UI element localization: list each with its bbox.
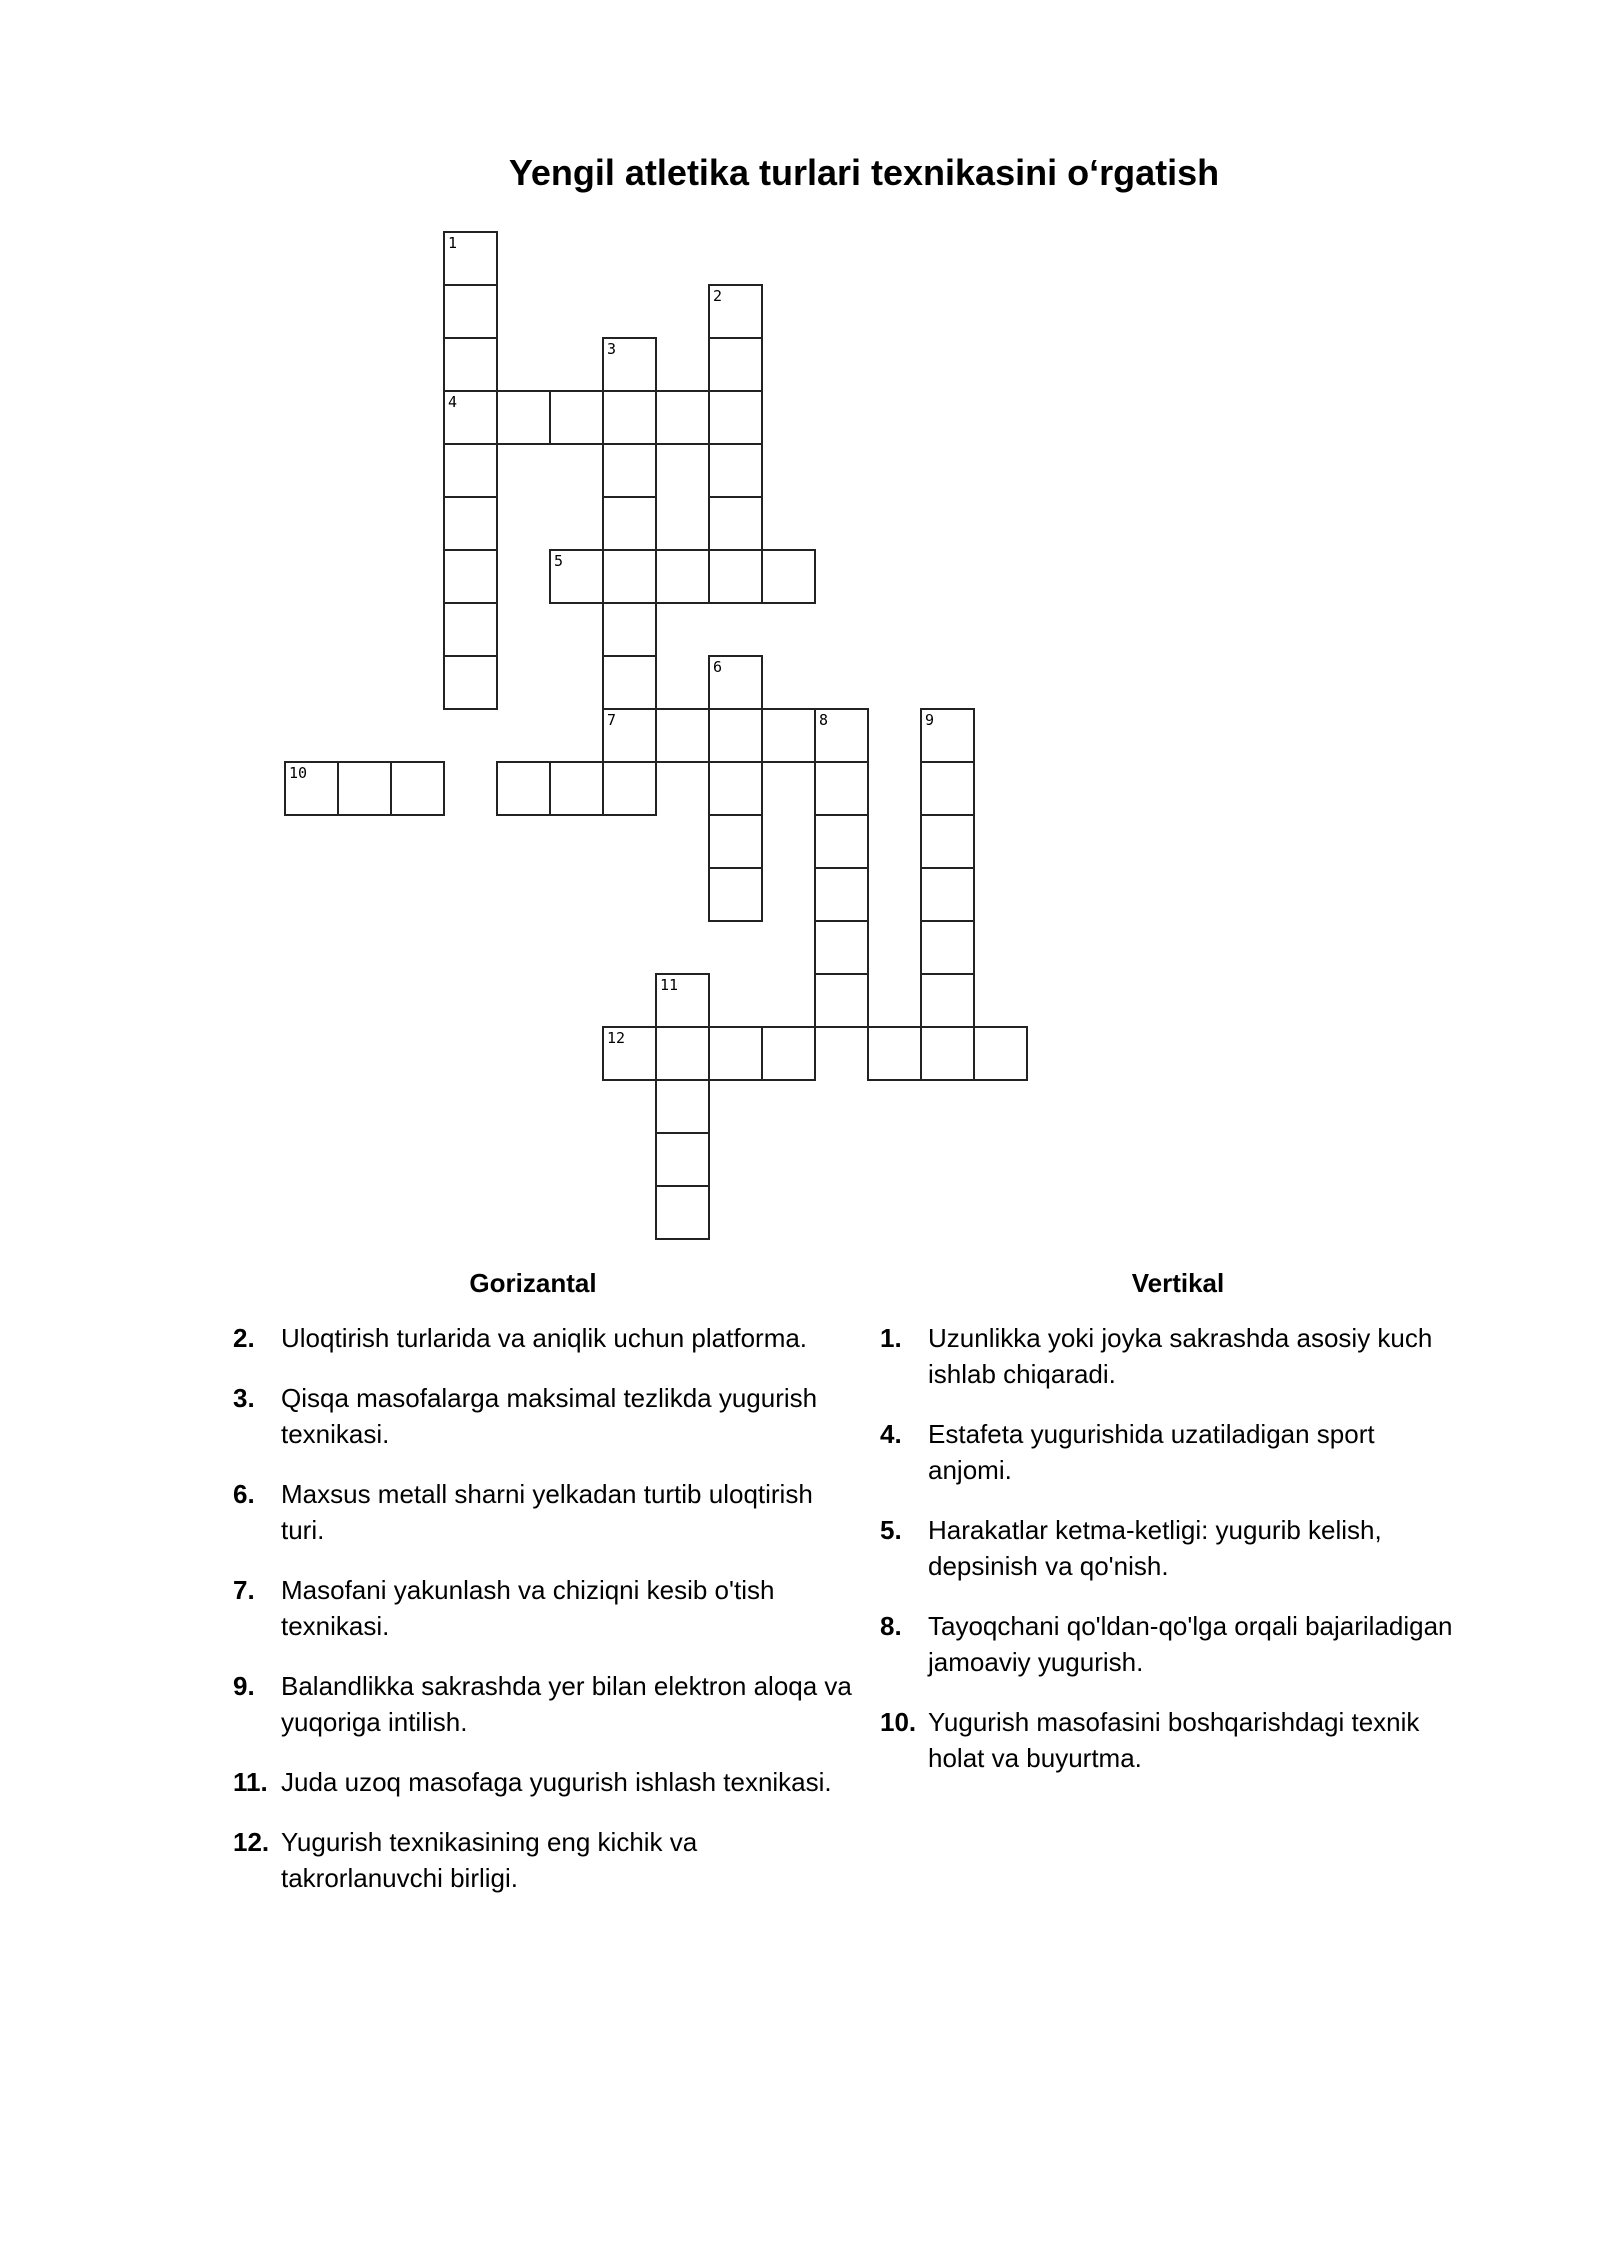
clue-number: 8. (880, 1611, 902, 1641)
crossword-cell[interactable] (761, 1026, 816, 1081)
clue-text: Tayoqchani qo'ldan-qo'lga orqali bajariladigan jamoaviy yugurish. (928, 1611, 1453, 1677)
crossword-cell[interactable] (602, 1026, 657, 1081)
clue-number: 5. (880, 1515, 902, 1545)
crossword-cell[interactable] (443, 231, 498, 286)
clue-text: Yugurish masofasini boshqarishdagi texnik holat va buyurtma. (928, 1707, 1420, 1773)
clue-text: Qisqa masofalarga maksimal tezlikda yugurish texnikasi. (281, 1383, 818, 1449)
crossword-cell[interactable] (920, 708, 975, 763)
crossword-cell[interactable] (708, 390, 763, 445)
cell-number: 12 (607, 1029, 626, 1047)
clue-text: Uloqtirish turlarida va aniqlik uchun platforma. (281, 1323, 808, 1353)
clue-item (880, 1320, 1460, 1392)
clue-item (880, 1512, 1460, 1584)
clue-number: 2. (233, 1323, 255, 1353)
clue-number: 1. (880, 1323, 902, 1353)
clue-text: Uzunlikka yoki joyka sakrashda asosiy kuch ishlab chiqaradi. (928, 1323, 1433, 1389)
crossword-cell[interactable] (761, 549, 816, 604)
crossword-cell[interactable] (708, 284, 763, 339)
crossword-cell[interactable] (602, 390, 657, 445)
crossword-cell[interactable] (814, 867, 869, 922)
crossword-cell[interactable] (655, 1026, 710, 1081)
clue-number: 9. (233, 1671, 255, 1701)
clue-text: Juda uzoq masofaga yugurish ishlash texnikasi. (281, 1767, 832, 1797)
crossword-cell[interactable] (708, 443, 763, 498)
crossword-cell[interactable] (708, 867, 763, 922)
cell-number: 6 (713, 658, 723, 676)
crossword-cell[interactable] (602, 602, 657, 657)
crossword-cell[interactable] (655, 1079, 710, 1134)
crossword-cell[interactable] (443, 443, 498, 498)
crossword-cell[interactable] (549, 761, 604, 816)
crossword-cell[interactable] (390, 761, 445, 816)
crossword-cell[interactable] (602, 655, 657, 710)
clue-item (880, 1704, 1460, 1776)
crossword-cell[interactable] (708, 549, 763, 604)
crossword-cell[interactable] (814, 814, 869, 869)
clue-item (233, 1320, 853, 1356)
cell-number: 7 (607, 711, 617, 729)
clue-text: Yugurish texnikasining eng kichik va takrorlanuvchi birligi. (281, 1827, 698, 1893)
crossword-cell[interactable] (655, 549, 710, 604)
crossword-cell[interactable] (443, 602, 498, 657)
crossword-cell[interactable] (602, 443, 657, 498)
clue-item (233, 1476, 853, 1548)
crossword-cell[interactable] (655, 973, 710, 1028)
crossword-cell[interactable] (655, 1132, 710, 1187)
crossword-cell[interactable] (814, 761, 869, 816)
cell-number: 10 (289, 764, 308, 782)
crossword-cell[interactable] (920, 973, 975, 1028)
clue-number: 10. (880, 1707, 917, 1737)
crossword-cell[interactable] (443, 655, 498, 710)
clue-text: Masofani yakunlash va chiziqni kesib o'tish texnikasi. (281, 1575, 775, 1641)
crossword-cell[interactable] (814, 920, 869, 975)
crossword-cell[interactable] (920, 814, 975, 869)
cell-number: 5 (554, 552, 564, 570)
cell-number: 3 (607, 340, 617, 358)
crossword-cell[interactable] (443, 284, 498, 339)
crossword-cell[interactable] (284, 761, 339, 816)
crossword-cell[interactable] (443, 496, 498, 551)
crossword-cell[interactable] (708, 708, 763, 763)
crossword-cell[interactable] (867, 1026, 922, 1081)
crossword-cell[interactable] (708, 496, 763, 551)
cell-number: 1 (448, 234, 458, 252)
worksheet-title: Yengil atletika turlari texnikasini o‘rgatish (508, 152, 1220, 193)
clue-item (233, 1824, 853, 1896)
crossword-cell[interactable] (443, 337, 498, 392)
clue-number: 12. (233, 1827, 270, 1857)
crossword-cell[interactable] (814, 708, 869, 763)
cell-number: 4 (448, 393, 458, 411)
cell-number: 8 (819, 711, 829, 729)
horizontal-clues-heading: Gorizantal (469, 1268, 597, 1298)
clue-number: 4. (880, 1419, 902, 1449)
clue-item (233, 1572, 853, 1644)
horizontal-clues-list (233, 1320, 853, 1920)
crossword-cell[interactable] (443, 390, 498, 445)
crossword-cell[interactable] (761, 708, 816, 763)
crossword-cell[interactable] (602, 549, 657, 604)
crossword-cell[interactable] (655, 390, 710, 445)
clue-item (880, 1416, 1460, 1488)
crossword-cell[interactable] (920, 920, 975, 975)
crossword-cell[interactable] (814, 973, 869, 1028)
vertical-clues-heading: Vertikal (1131, 1268, 1225, 1298)
clue-number: 6. (233, 1479, 255, 1509)
crossword-cell[interactable] (708, 761, 763, 816)
crossword-cell[interactable] (496, 761, 551, 816)
crossword-cell[interactable] (443, 549, 498, 604)
clue-number: 3. (233, 1383, 255, 1413)
crossword-cell[interactable] (708, 655, 763, 710)
crossword-cell[interactable] (549, 549, 604, 604)
clue-text: Harakatlar ketma-ketligi: yugurib kelish, depsinish va qo'nish. (928, 1515, 1382, 1581)
crossword-cell[interactable] (708, 1026, 763, 1081)
crossword-cell[interactable] (602, 496, 657, 551)
crossword-cell[interactable] (602, 337, 657, 392)
crossword-cell[interactable] (920, 761, 975, 816)
crossword-cell[interactable] (602, 708, 657, 763)
crossword-cell[interactable] (655, 1185, 710, 1240)
crossword-cell[interactable] (337, 761, 392, 816)
crossword-cell[interactable] (973, 1026, 1028, 1081)
clue-item (233, 1668, 853, 1740)
vertical-clues-list (880, 1320, 1460, 1800)
crossword-cell[interactable] (602, 761, 657, 816)
cell-number: 11 (660, 976, 679, 994)
crossword-cell[interactable] (920, 867, 975, 922)
crossword-cell[interactable] (549, 390, 604, 445)
clue-number: 7. (233, 1575, 255, 1605)
clue-number: 11. (233, 1767, 268, 1797)
clue-item (233, 1764, 853, 1800)
clue-item (233, 1380, 853, 1452)
clue-text: Balandlikka sakrashda yer bilan elektron aloqa va yuqoriga intilish. (281, 1671, 852, 1737)
crossword-cell[interactable] (920, 1026, 975, 1081)
clue-item (880, 1608, 1460, 1680)
crossword-cell[interactable] (708, 337, 763, 392)
cell-number: 9 (925, 711, 935, 729)
crossword-cell[interactable] (708, 814, 763, 869)
clue-text: Estafeta yugurishida uzatiladigan sport anjomi. (928, 1419, 1375, 1485)
clue-text: Maxsus metall sharni yelkadan turtib uloqtirish turi. (281, 1479, 813, 1545)
crossword-cell[interactable] (655, 708, 710, 763)
crossword-cell[interactable] (496, 390, 551, 445)
cell-number: 2 (713, 287, 723, 305)
